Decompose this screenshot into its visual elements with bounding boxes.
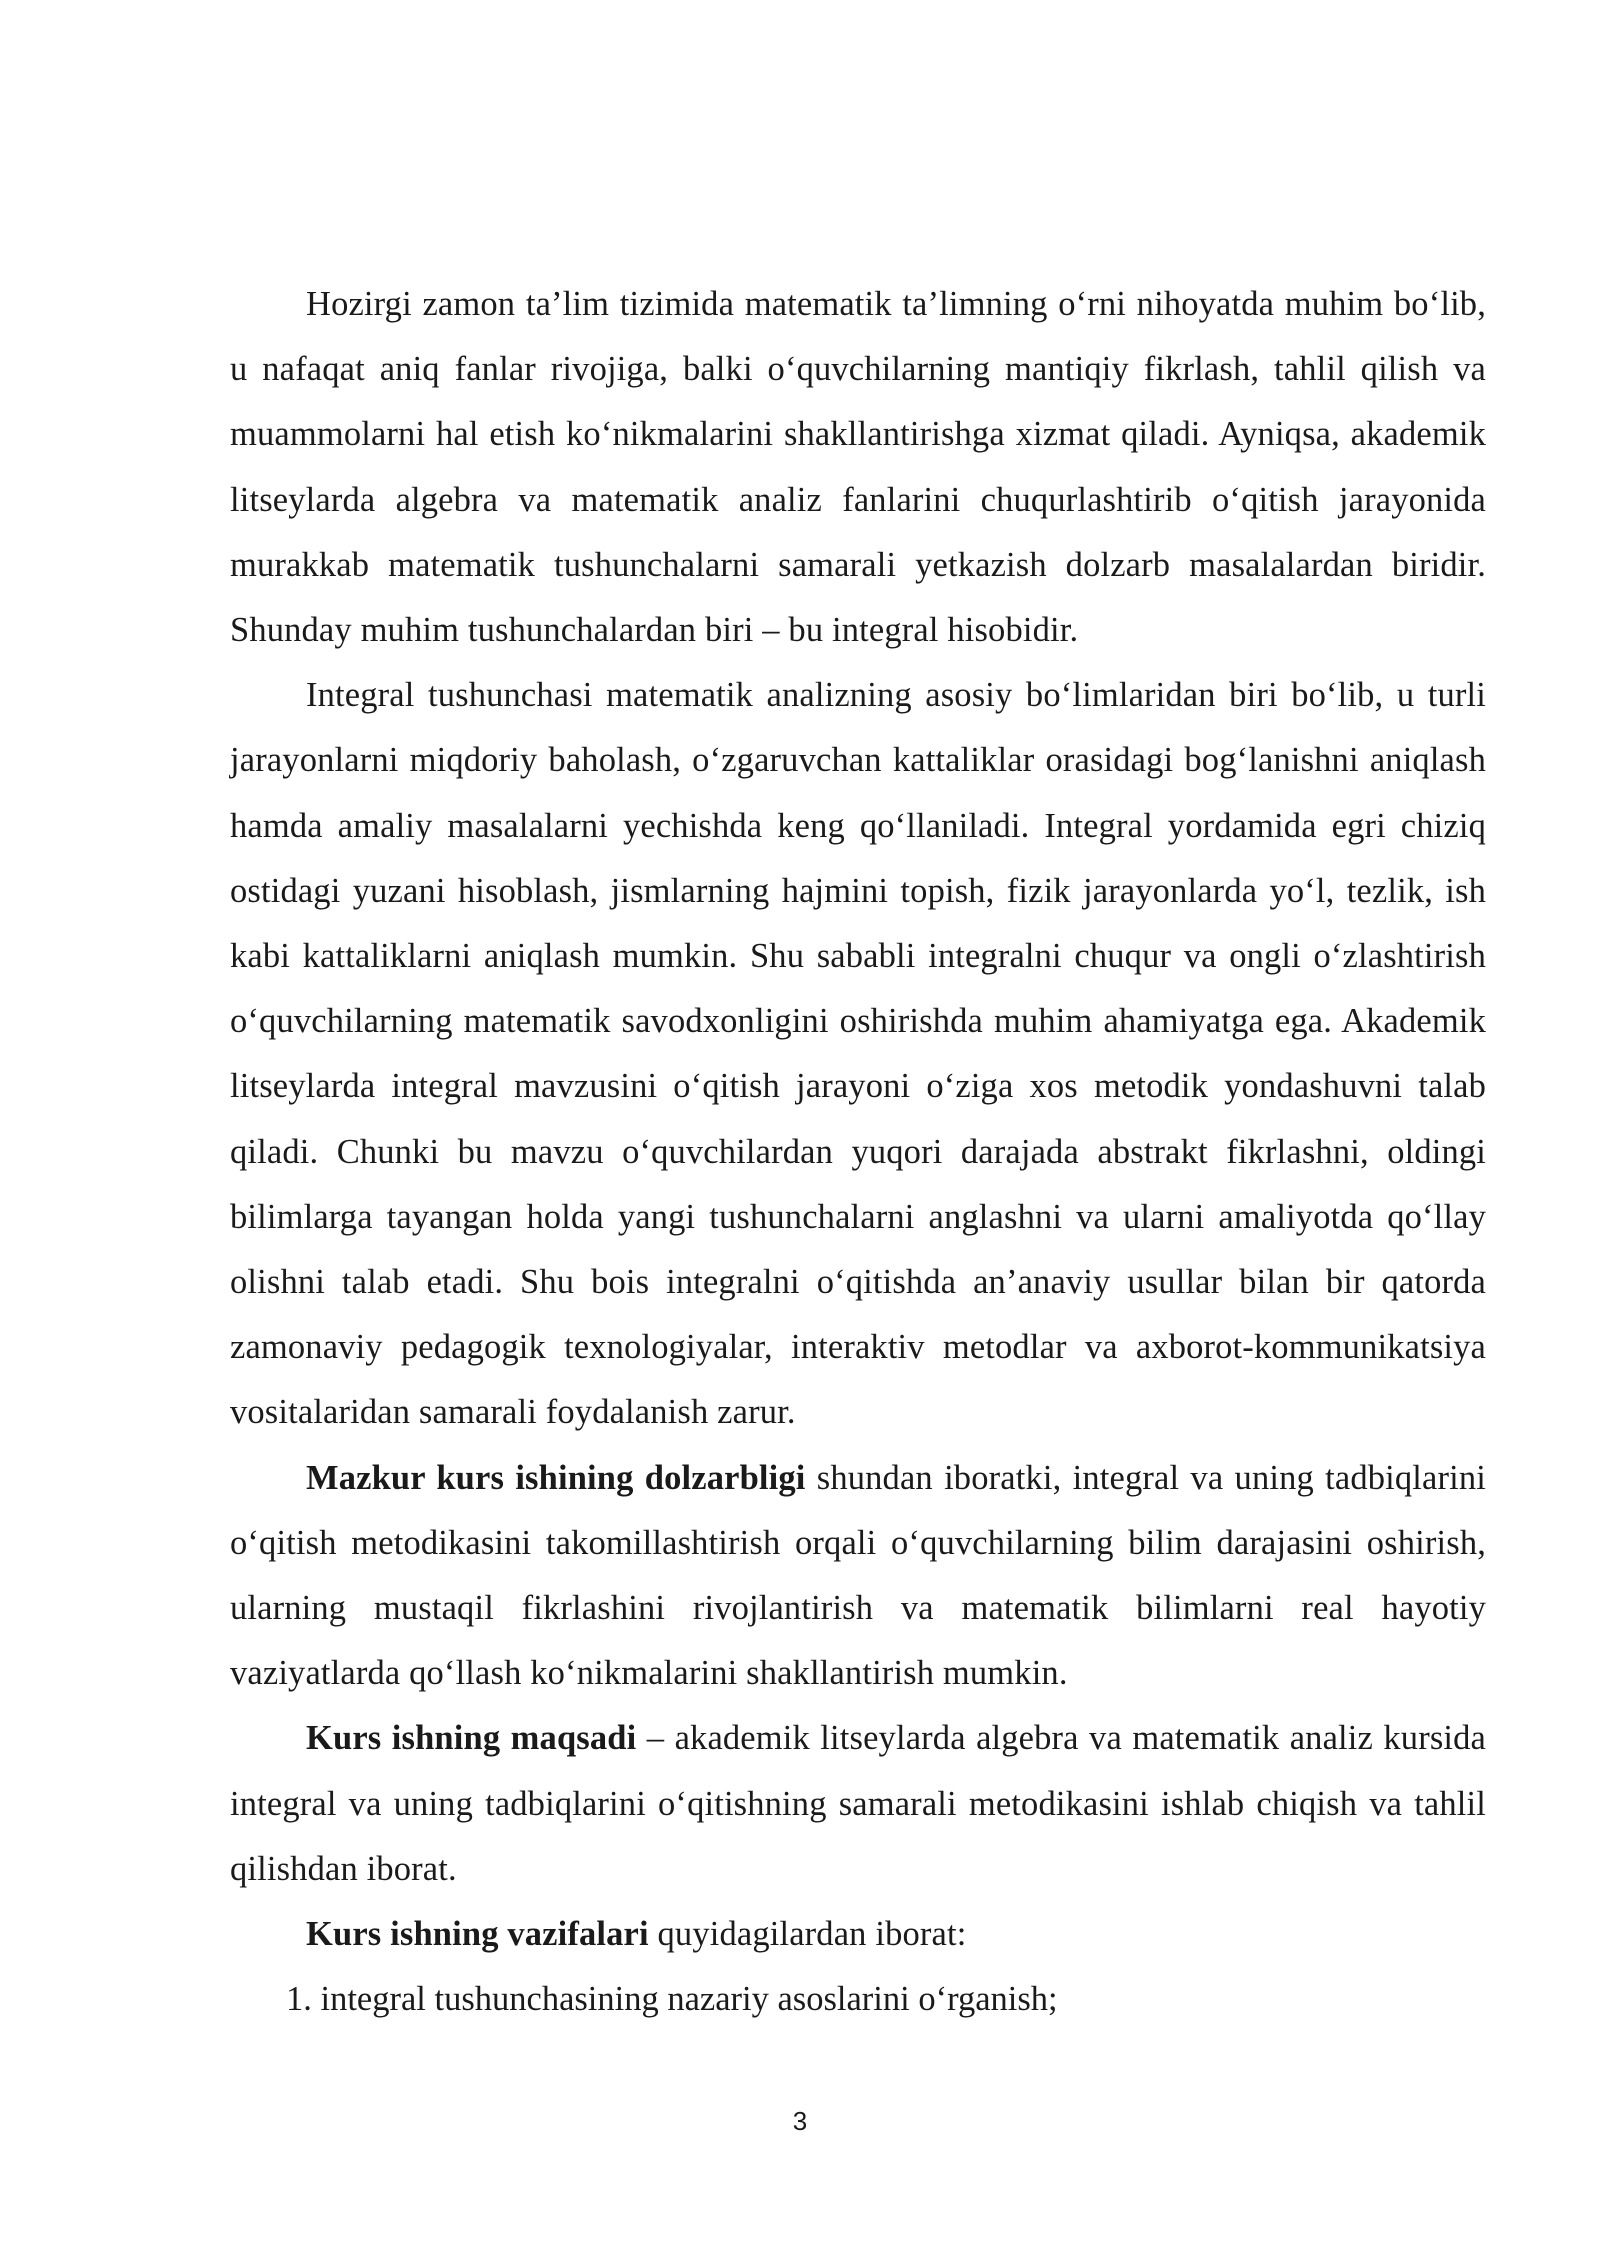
paragraph-text: shundan iboratki, integral va uning tadbiqlarini o‘qitish metodikasini takomillashtirish orqali o‘quvchilarning bilim darajasini oshirish, ularning mustaqil fikrlashini rivojlantirish va matematik bilimlarni real hayotiy vaziyatlarda qo‘llash ko‘nikmalarini shakllantirish mumkin. xyxy=(230,1458,1486,1693)
paragraph-goal xyxy=(230,1706,1486,1902)
paragraph-text: Hozirgi zamon ta’lim tizimida matematik ta’limning o‘rni nihoyatda muhim bo‘lib, u nafaqat aniq fanlar rivojiga, balki o‘quvchilarning mantiqiy fikrlash, tahlil qilish va muammolarni hal etish ko‘nikmalarini shakllantirishga xizmat qiladi. Ayniqsa, akademik litseylarda algebra va matematik analiz fanlarini chuqurlashtirib o‘qitish jarayonida murakkab matematik tushunchalarni samarali yetkazish dolzarb masalalardan biridir. Shunday muhim tushunchalardan biri – bu integral hisobidir. xyxy=(230,285,1486,650)
paragraph-text: quyidagilardan iborat: xyxy=(648,1915,967,1954)
relevance-heading: Mazkur kurs ishining dolzarbligi xyxy=(306,1458,806,1497)
document-body xyxy=(230,272,1486,2032)
paragraph-text: Integral tushunchasi matematik analizning asosiy bo‘limlaridan biri bo‘lib, u turli jarayonlarni miqdoriy baholash, o‘zgaruvchan kattaliklar orasidagi bog‘lanishni aniqlash hamda amaliy masalalarni yechishda keng qo‘llaniladi. Integral yordamida egri chiziq ostidagi yuzani hisoblash, jismlarning hajmini topish, fizik jarayonlarda yo‘l, tezlik, ish kabi kattaliklarni aniqlash mumkin. Shu sababli integralni chuqur va ongli o‘zlashtirish o‘quvchilarning matematik savodxonligini oshirishda muhim ahamiyatga ega. Akademik litseylarda integral mavzusini o‘qitish jarayoni o‘ziga xos metodik yondashuvni talab qiladi. Chunki bu mavzu o‘quvchilardan yuqori darajada abstrakt fikrlashni, oldingi bilimlarga tayangan holda yangi tushunchalarni anglashni va ularni amaliyotda qo‘llay olishni talab etadi. Shu bois integralni o‘qitishda an’anaviy usullar bilan bir qatorda zamonaviy pedagogik texnologiyalar, interaktiv metodlar va axborot-kommunikatsiya vositalaridan samarali foydalanish zarur. xyxy=(230,676,1486,1432)
tasks-heading: Kurs ishning vazifalari xyxy=(306,1915,649,1954)
paragraph-text: – akademik litseylarda algebra va matematik analiz kursida integral va uning tadbiqlarini o‘qitishning samarali metodikasini ishlab chiqish va tahlil qilishdan iborat. xyxy=(230,1719,1487,1888)
goal-heading: Kurs ishning maqsadi xyxy=(306,1719,637,1758)
list-item-text: integral tushunchasining nazariy asoslarini o‘rganish; xyxy=(320,1980,1058,2019)
page-number: 3 xyxy=(792,2106,808,2136)
paragraph-relevance xyxy=(230,1446,1486,1707)
list-item-number: 1. xyxy=(286,1980,312,2019)
paragraph-integral-concept xyxy=(230,663,1486,1445)
paragraph-tasks xyxy=(230,1902,1486,1967)
paragraph-intro xyxy=(230,272,1486,663)
task-list-item xyxy=(230,1967,1486,2032)
